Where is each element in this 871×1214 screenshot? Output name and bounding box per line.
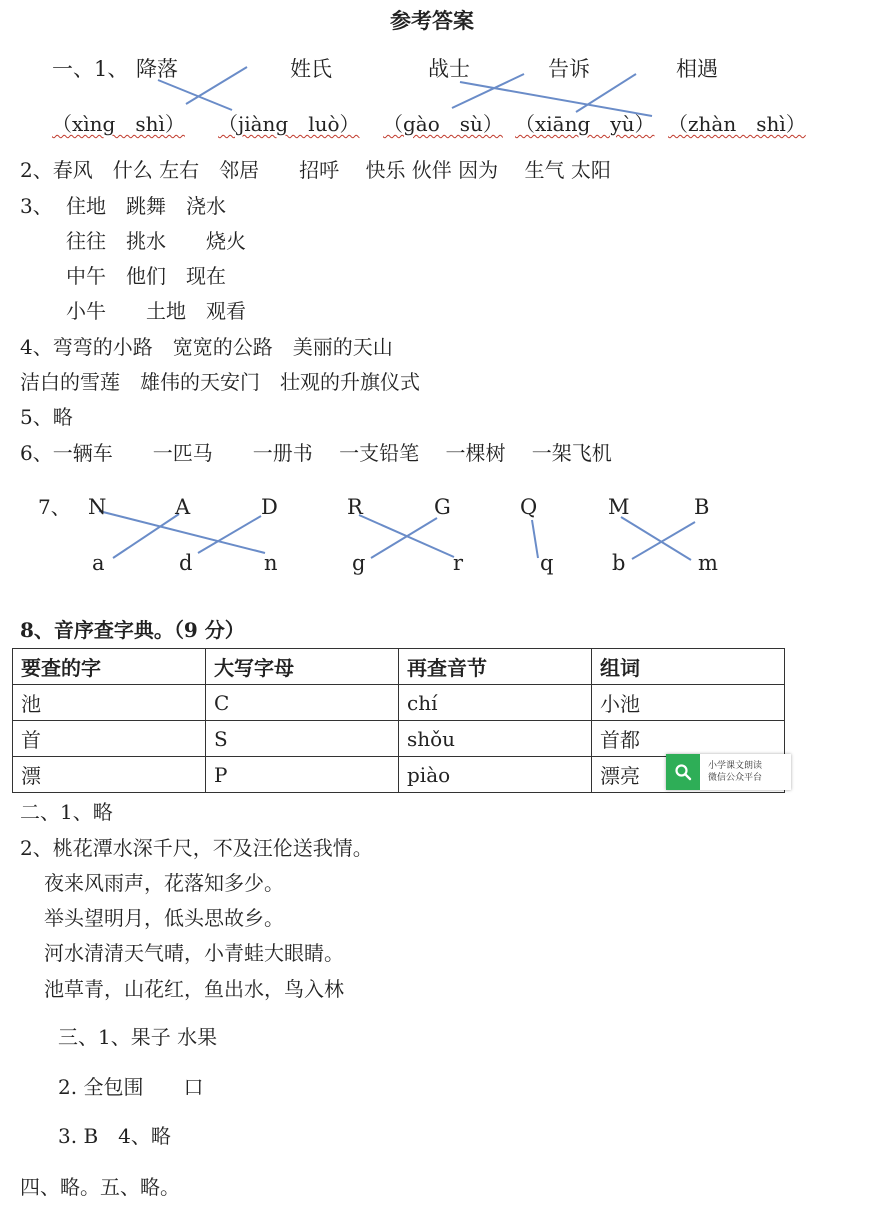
q6-line: 6、一辆车 一匹马 一册书 一支铅笔 一棵树 一架飞机 — [20, 441, 612, 465]
q7-upper-letter: B — [694, 495, 710, 519]
table-header: 组词 — [592, 649, 785, 685]
q1-word: 降落 — [136, 57, 178, 81]
q3-row: 往往 挑水 烧火 — [66, 229, 246, 253]
q3-row: 中午 他们 现在 — [66, 264, 226, 288]
table-cell: P — [206, 757, 399, 793]
table-cell: piào — [399, 757, 592, 793]
s2-q1: 二、1、略 — [20, 800, 113, 824]
match-line — [621, 517, 691, 560]
match-line — [158, 80, 232, 110]
q1-pinyin: （xiāng yù） — [515, 112, 655, 136]
badge-line: 微信公众平台 — [708, 773, 763, 783]
q7-label: 7、 — [38, 495, 71, 519]
q7-lower-letter: n — [264, 551, 278, 575]
q7-upper-letter: D — [261, 495, 278, 519]
match-line — [460, 82, 652, 116]
poem-line: 河水清清天气晴，小青蛙大眼睛。 — [44, 941, 344, 965]
s3-q3: 3. B 4、略 — [58, 1124, 171, 1148]
page-title: 参考答案 — [390, 8, 474, 33]
q3-label: 3、 — [20, 194, 53, 218]
s4-line: 四、略。五、略。 — [20, 1175, 180, 1199]
table-cell: S — [206, 721, 399, 757]
q5-line: 5、略 — [20, 405, 73, 429]
table-cell: 漂 — [13, 757, 206, 793]
table-header: 要查的字 — [13, 649, 206, 685]
q7-lower-letter: m — [698, 551, 718, 575]
match-line — [198, 516, 261, 553]
q7-upper-letter: N — [88, 495, 107, 519]
q7-lower-letter: r — [453, 551, 464, 575]
q7-lower-letter: d — [179, 551, 193, 575]
table-header-row — [13, 649, 785, 685]
badge-line: 小学课文朗读 — [708, 761, 763, 771]
poem-line: 举头望明月，低头思故乡。 — [44, 906, 284, 930]
table-header: 大写字母 — [206, 649, 399, 685]
q3-row: 住地 跳舞 浇水 — [66, 194, 226, 218]
q1-word: 姓氏 — [290, 57, 332, 81]
q7-lower-letter: a — [92, 551, 105, 575]
q3-row: 小牛 土地 观看 — [66, 299, 246, 323]
q1-word: 相遇 — [676, 57, 718, 81]
match-line — [186, 67, 247, 104]
match-line — [632, 522, 695, 559]
table-header: 再查音节 — [399, 649, 592, 685]
table-cell: 首都 — [592, 721, 785, 757]
q7-upper-letter: Q — [520, 495, 538, 519]
search-icon — [666, 754, 700, 790]
match-line — [532, 520, 538, 558]
q7-upper-letter: G — [434, 495, 451, 519]
s2-q2: 2、桃花潭水深千尺，不及汪伦送我情。 — [20, 836, 373, 860]
wechat-badge[interactable] — [666, 754, 791, 790]
table-cell: chí — [399, 685, 592, 721]
q7-upper-letter: M — [608, 495, 630, 519]
q2-line: 2、春风 什么 左右 邻居 招呼 快乐 伙伴 因为 生气 太阳 — [20, 158, 611, 182]
q4-line: 4、弯弯的小路 宽宽的公路 美丽的天山 — [20, 335, 393, 359]
q7-lower-letter: q — [540, 551, 554, 575]
s3-q2: 2. 全包围 口 — [58, 1075, 204, 1099]
q1-word: 战士 — [428, 57, 470, 81]
q8-title: 8、音序查字典。（9 分） — [20, 618, 245, 642]
q7-lower-letter: b — [612, 551, 626, 575]
q7-lower-letter: g — [352, 551, 366, 575]
table-cell: shǒu — [399, 721, 592, 757]
table-cell: 首 — [13, 721, 206, 757]
table-cell: 池 — [13, 685, 206, 721]
table-row — [13, 685, 785, 721]
poem-line: 夜来风雨声，花落知多少。 — [44, 871, 284, 895]
q7-upper-letter: A — [175, 495, 191, 519]
table-cell: 小池 — [592, 685, 785, 721]
q4-line: 洁白的雪莲 雄伟的天安门 壮观的升旗仪式 — [20, 370, 420, 394]
match-line — [113, 514, 179, 558]
q7-upper-letter: R — [347, 495, 363, 519]
poem-line: 池草青，山花红，鱼出水，鸟入林 — [44, 977, 344, 1001]
q1-pinyin: （jiàng luò） — [218, 112, 360, 136]
q1-pinyin: （zhàn shì） — [668, 112, 806, 136]
table-cell: 漂亮 — [592, 757, 785, 793]
q1-pinyin: （gào sù） — [383, 112, 503, 136]
s3-q1: 三、1、果子 水果 — [58, 1025, 218, 1049]
q1-prefix: 一、1、 — [52, 57, 129, 81]
table-cell: C — [206, 685, 399, 721]
table-row — [13, 721, 785, 757]
q1-pinyin: （xìng shì） — [52, 112, 185, 136]
q1-word: 告诉 — [548, 57, 590, 81]
match-line — [576, 74, 636, 112]
